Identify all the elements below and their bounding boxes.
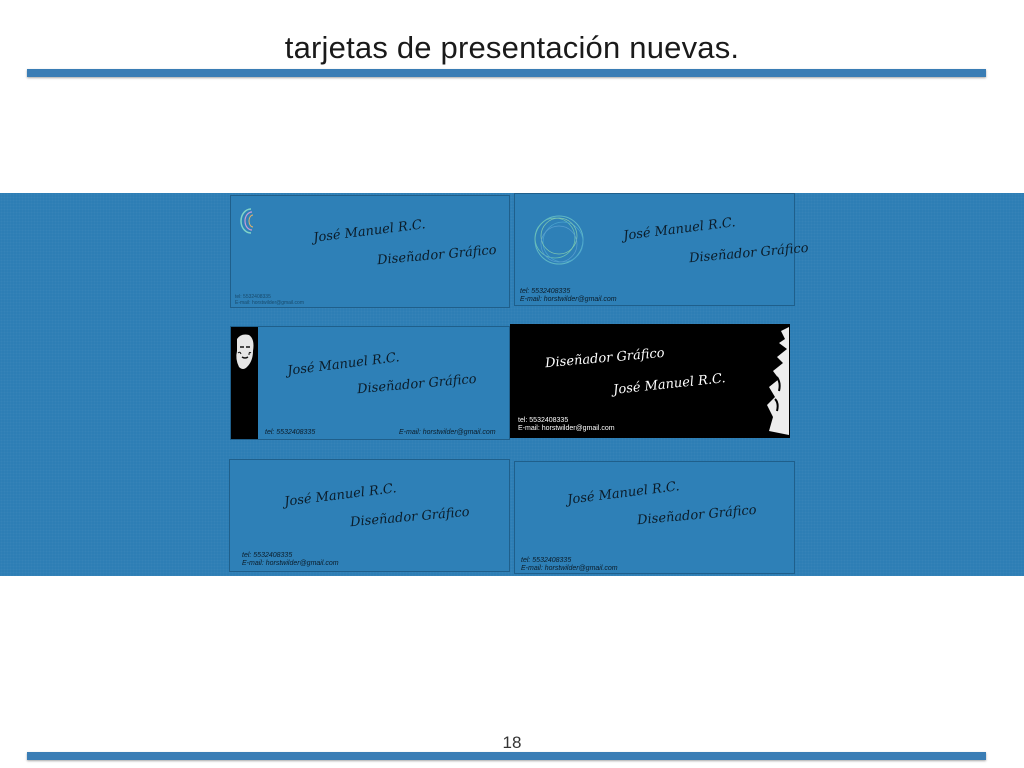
card-tel: tel: 5532408335: [265, 429, 316, 436]
card-email: E-mail: horstwilder@gmail.com: [521, 565, 618, 572]
card-tel: tel: 5532408335: [521, 557, 572, 564]
card-name: José Manuel R.C.: [566, 479, 681, 508]
card-role: Diseñador Gráfico: [636, 502, 758, 529]
card-contact: [235, 294, 304, 306]
card-name: José Manuel R.C.: [312, 217, 427, 246]
portrait-strip: [231, 327, 258, 439]
business-card-2: [514, 193, 810, 306]
card-contact: [520, 288, 617, 304]
card-name: José Manuel R.C.: [612, 371, 727, 398]
card-tel: tel: 5532408335: [518, 417, 569, 424]
card-name: José Manuel R.C.: [622, 215, 737, 244]
card-contact: [518, 417, 615, 433]
card-tel: tel: 5532408335: [520, 288, 571, 295]
card-tel: tel: 5532408335: [235, 294, 271, 300]
card-role: Diseñador Gráfico: [349, 504, 471, 531]
card-contact: [242, 552, 339, 568]
card-email: E-mail: horstwilder@gmail.com: [520, 296, 617, 303]
card-role: Diseñador Gráfico: [544, 345, 666, 372]
card-name: José Manuel R.C.: [286, 350, 401, 379]
business-card-1: [230, 195, 510, 308]
card-name: José Manuel R.C.: [283, 481, 398, 510]
card-role: Diseñador Gráfico: [376, 242, 498, 269]
card-email: E-mail: horstwilder@gmail.com: [242, 560, 339, 567]
swirl-logo-icon: [237, 206, 259, 236]
card-email: E-mail: horstwilder@gmail.com: [399, 429, 496, 436]
card-email: E-mail: horstwilder@gmail.com: [235, 300, 304, 306]
card-role: Diseñador Gráfico: [688, 240, 810, 267]
bottom-divider: [27, 752, 986, 760]
portrait-silhouette-icon: [759, 327, 789, 437]
business-card-6: [514, 461, 795, 574]
card-email: E-mail: horstwilder@gmail.com: [518, 425, 615, 432]
card-contact: [521, 557, 618, 573]
business-card-4: [510, 324, 790, 438]
business-card-3: [230, 326, 510, 440]
card-tel: tel: 5532408335: [242, 552, 293, 559]
circle-logo-icon: [531, 212, 587, 268]
page-number: 18: [502, 733, 522, 752]
card-role: Diseñador Gráfico: [356, 371, 478, 398]
slide-title: tarjetas de presentación nuevas.: [284, 30, 740, 65]
portrait-strip-icon: [231, 327, 258, 377]
business-card-5: [229, 459, 510, 572]
top-divider: [27, 69, 986, 77]
